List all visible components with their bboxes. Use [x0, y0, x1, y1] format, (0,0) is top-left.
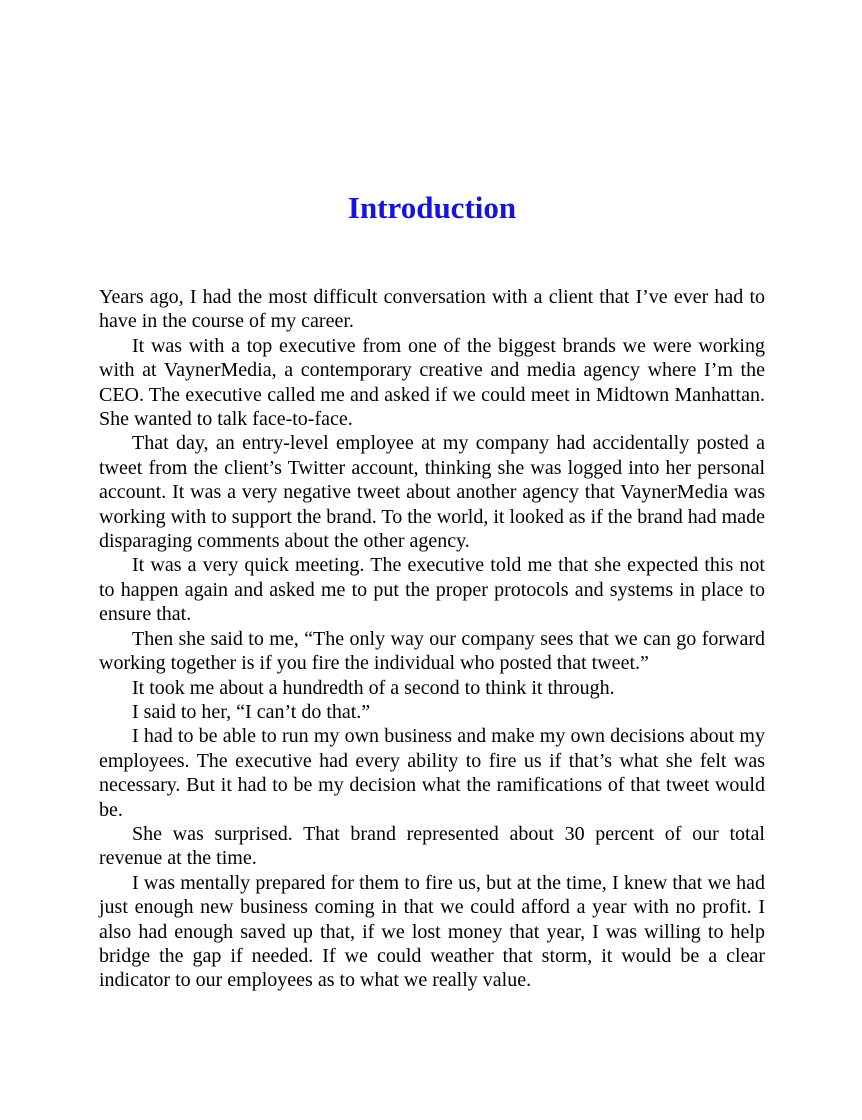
paragraph: I was mentally prepared for them to fire us, but at the time, I knew that we had just enough new business coming in that we could afford a year with no profit. I also had enough saved up that, if we lost money that year, I was willing to help bridge the gap if needed. If we could weather that storm, it would be a clear indicator to our employees as to what we really value. [99, 871, 765, 992]
paragraph: I said to her, “I can’t do that.” [132, 700, 371, 723]
paragraph: Then she said to me, “The only way our company sees that we can go forward working together is if you fire the individual who posted that tweet.” [99, 627, 765, 675]
paragraph: It took me about a hundredth of a second to think it through. [132, 676, 615, 699]
paragraph: It was a very quick meeting. The executive told me that she expected this not to happen again and asked me to put the proper protocols and systems in place to ensure that. [99, 554, 765, 626]
chapter-title: Introduction [347, 190, 517, 225]
chapter-body [99, 285, 765, 993]
paragraph: She was surprised. That brand represented about 30 percent of our total revenue at the time. [99, 822, 765, 870]
paragraph: It was with a top executive from one of the biggest brands we were working with at VaynerMedia, a contemporary creative and media agency where I’m the CEO. The executive called me and asked if we could meet in Midtown Manhattan. She wanted to talk face-to-face. [99, 334, 765, 431]
paragraph: I had to be able to run my own business and make my own decisions about my employees. The executive had every ability to fire us if that’s what she felt was necessary. But it had to be my decision what the ramifications of that tweet would be. [99, 725, 765, 821]
paragraph: That day, an entry-level employee at my company had accidentally posted a tweet from the client’s Twitter account, thinking she was logged into her personal account. It was a very negative tweet about another agency that VaynerMedia was working with to support the brand. To the world, it looked as if the brand had made disparaging comments about the other agency. [99, 432, 765, 553]
paragraph: Years ago, I had the most difficult conversation with a client that I’ve ever had to have in the course of my career. [99, 286, 765, 333]
